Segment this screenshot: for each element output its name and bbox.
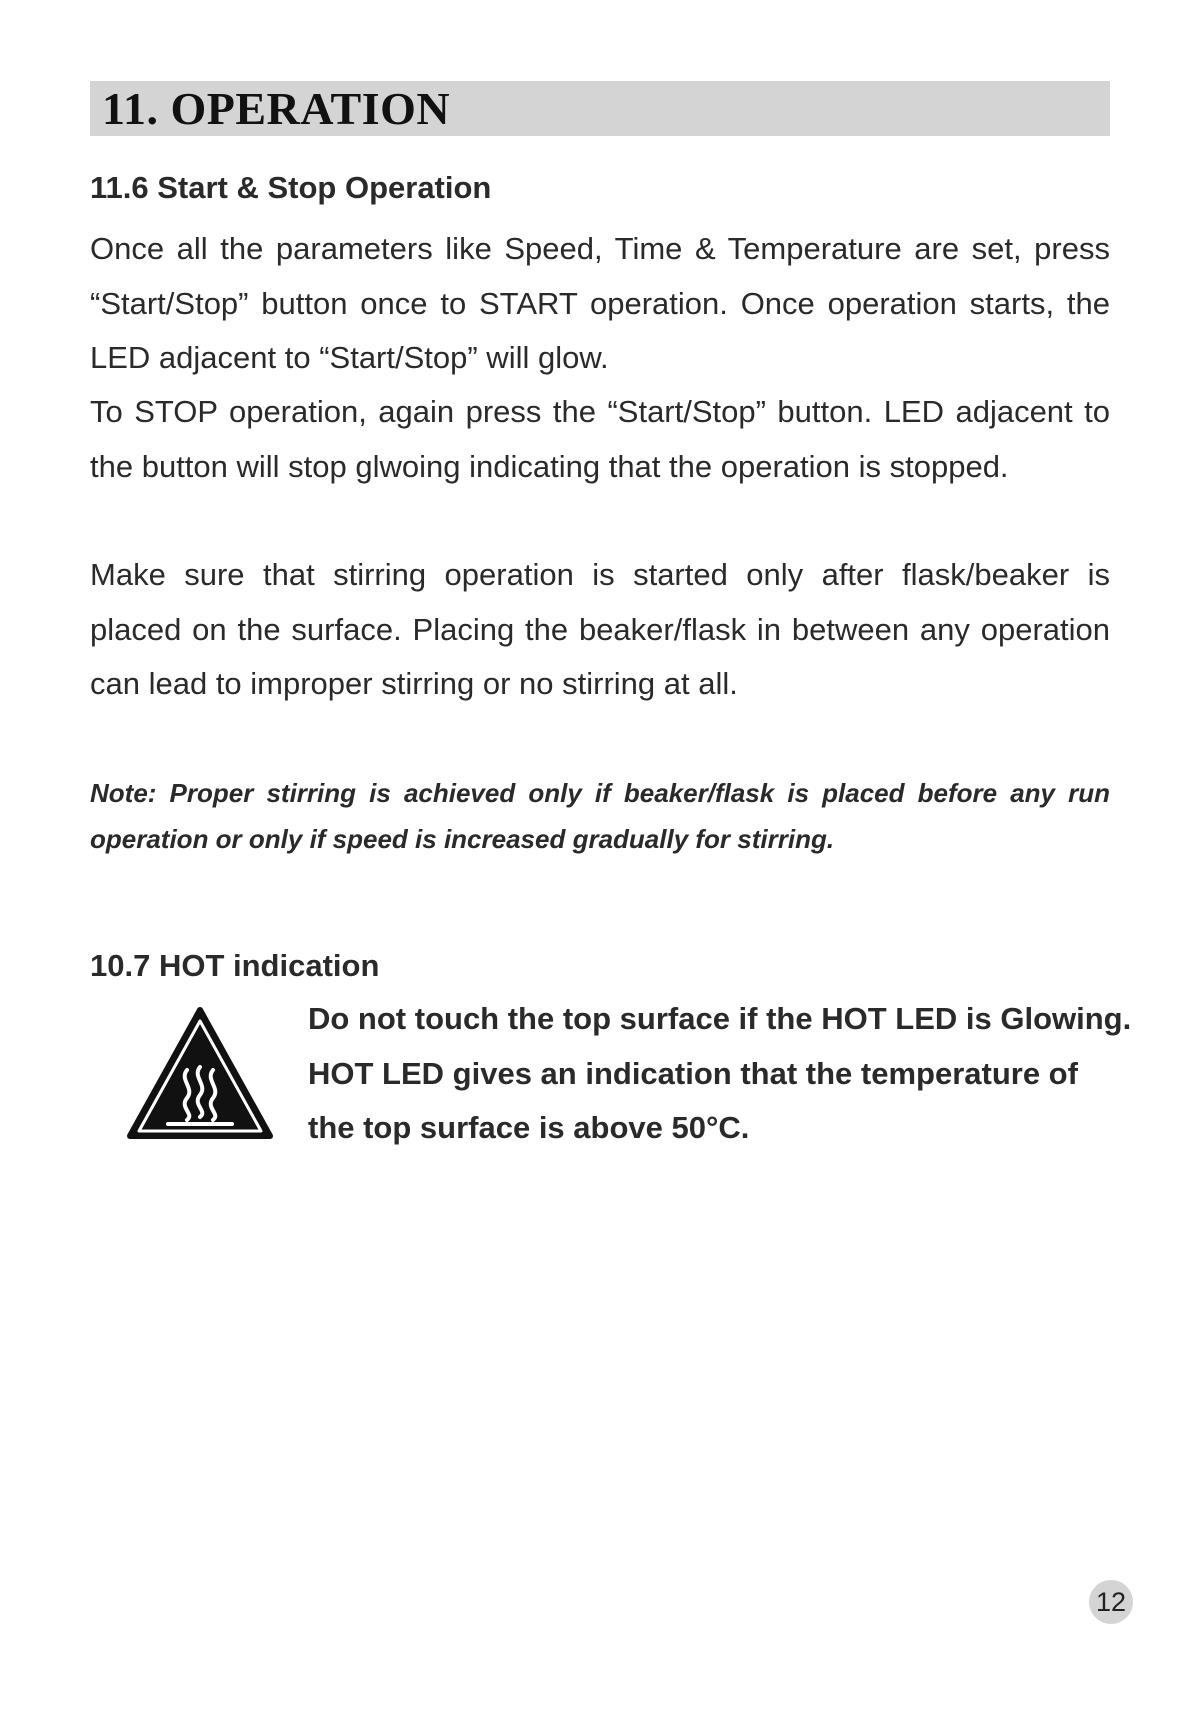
hot-warning-line-1: Do not touch the top surface if the HOT LED is Glowing. bbox=[308, 1001, 1132, 1036]
section-heading-hot-indication: 10.7 HOT indication bbox=[90, 948, 380, 983]
section-heading-start-stop: 11.6 Start & Stop Operation bbox=[90, 170, 492, 205]
page-number: 12 bbox=[1089, 1580, 1133, 1624]
paragraph-stirring-advice: Make sure that stirring operation is started only after flask/beaker is placed on the surface. Placing the beaker/flask in between any operation can lead to improper stirring or no stirring at all. bbox=[90, 557, 1110, 701]
paragraph-start-operation: Once all the parameters like Speed, Time & Temperature are set, press “Start/Stop” button once to START operation. Once operation starts, the LED adjacent to “Start/Stop” will glow. bbox=[90, 231, 1110, 375]
hot-warning-text bbox=[308, 992, 1132, 1156]
chapter-header bbox=[90, 81, 1110, 136]
paragraph-stop-operation: To STOP operation, again press the “Start/Stop” button. LED adjacent to the button will stop glwoing indicating that the operation is stopped. bbox=[90, 394, 1110, 484]
hot-warning-line-2: HOT LED gives an indication that the temperature of bbox=[308, 1055, 1078, 1091]
hot-surface-warning-icon bbox=[125, 1005, 275, 1140]
chapter-title: 11. OPERATION bbox=[102, 83, 451, 134]
note-proper-stirring: Note: Proper stirring is achieved only if beaker/flask is placed before any run operation or only if speed is increased gradually for stirring. bbox=[90, 778, 1110, 854]
hot-warning-line-3: the top surface is above 50°C. bbox=[308, 1110, 750, 1145]
